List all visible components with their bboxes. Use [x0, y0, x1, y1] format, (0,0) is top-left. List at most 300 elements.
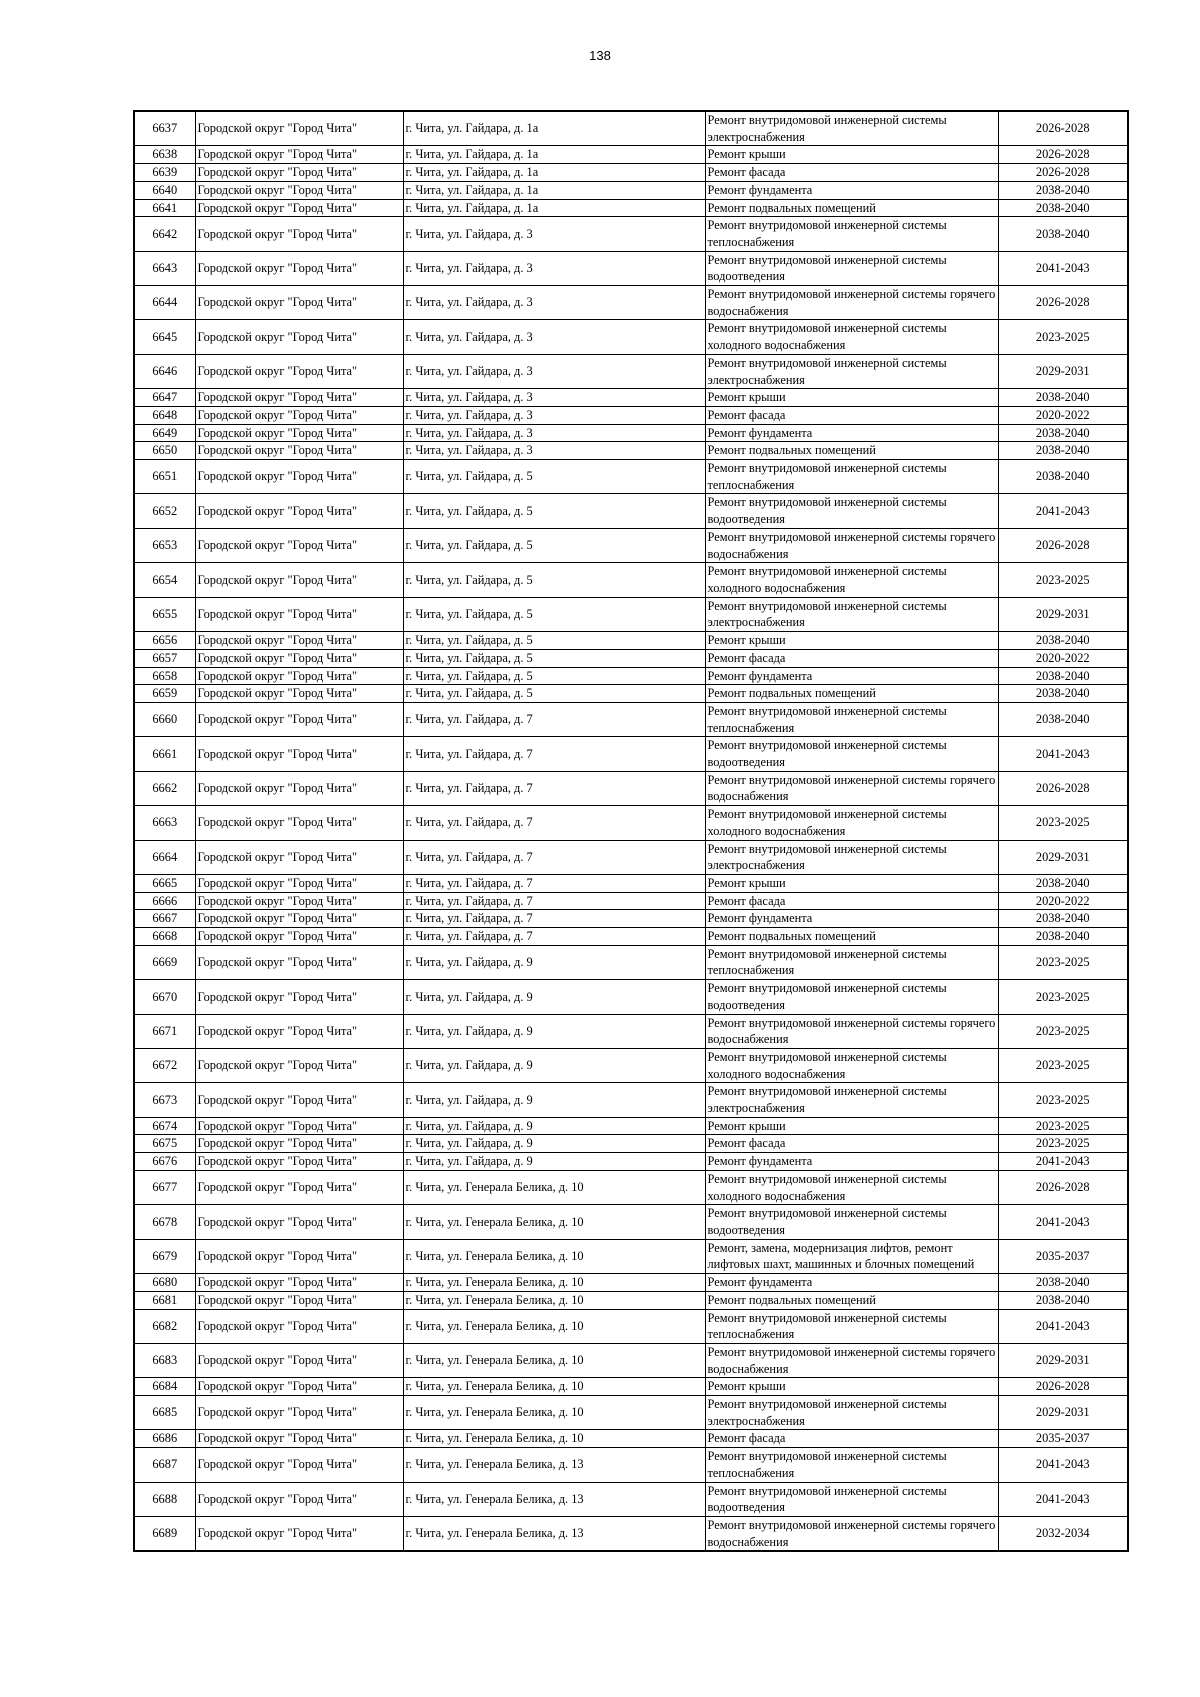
municipality-cell: Городской округ "Город Чита" [195, 1135, 403, 1153]
row-number-cell: 6637 [134, 111, 195, 146]
period-cell: 2041-2043 [998, 494, 1128, 528]
table-row [134, 146, 1128, 164]
period-cell: 2038-2040 [998, 199, 1128, 217]
address-cell: г. Чита, ул. Гайдара, д. 7 [403, 806, 705, 840]
period-cell: 2038-2040 [998, 685, 1128, 703]
address-cell: г. Чита, ул. Гайдара, д. 7 [403, 771, 705, 805]
row-number-cell: 6643 [134, 251, 195, 285]
address-cell: г. Чита, ул. Генерала Белика, д. 10 [403, 1239, 705, 1273]
table-row [134, 892, 1128, 910]
row-number-cell: 6663 [134, 806, 195, 840]
table-row [134, 1516, 1128, 1551]
period-cell: 2023-2025 [998, 563, 1128, 597]
municipality-cell: Городской округ "Город Чита" [195, 685, 403, 703]
period-cell: 2020-2022 [998, 649, 1128, 667]
work-type-cell: Ремонт подвальных помещений [705, 928, 998, 946]
address-cell: г. Чита, ул. Гайдара, д. 7 [403, 702, 705, 736]
table-row [134, 1482, 1128, 1516]
period-cell: 2038-2040 [998, 442, 1128, 460]
work-type-cell: Ремонт внутридомовой инженерной системы теплоснабжения [705, 1309, 998, 1343]
table-row [134, 806, 1128, 840]
work-type-cell: Ремонт фасада [705, 1135, 998, 1153]
address-cell: г. Чита, ул. Генерала Белика, д. 13 [403, 1448, 705, 1482]
work-type-cell: Ремонт внутридомовой инженерной системы водоотведения [705, 251, 998, 285]
row-number-cell: 6674 [134, 1117, 195, 1135]
work-type-cell: Ремонт внутридомовой инженерной системы электроснабжения [705, 1083, 998, 1117]
address-cell: г. Чита, ул. Гайдара, д. 5 [403, 563, 705, 597]
municipality-cell: Городской округ "Город Чита" [195, 1239, 403, 1273]
table-row [134, 667, 1128, 685]
address-cell: г. Чита, ул. Гайдара, д. 1а [403, 164, 705, 182]
municipality-cell: Городской округ "Город Чита" [195, 320, 403, 354]
table-row [134, 442, 1128, 460]
row-number-cell: 6657 [134, 649, 195, 667]
table-row [134, 1135, 1128, 1153]
period-cell: 2029-2031 [998, 840, 1128, 874]
work-type-cell: Ремонт фундамента [705, 667, 998, 685]
address-cell: г. Чита, ул. Гайдара, д. 9 [403, 1048, 705, 1082]
table-row [134, 494, 1128, 528]
work-type-cell: Ремонт фасада [705, 164, 998, 182]
work-type-cell: Ремонт внутридомовой инженерной системы холодного водоснабжения [705, 1170, 998, 1204]
row-number-cell: 6645 [134, 320, 195, 354]
row-number-cell: 6685 [134, 1396, 195, 1430]
row-number-cell: 6679 [134, 1239, 195, 1273]
municipality-cell: Городской округ "Город Чита" [195, 1083, 403, 1117]
work-type-cell: Ремонт внутридомовой инженерной системы водоотведения [705, 1205, 998, 1239]
municipality-cell: Городской округ "Город Чита" [195, 1516, 403, 1551]
municipality-cell: Городской округ "Город Чита" [195, 737, 403, 771]
row-number-cell: 6651 [134, 460, 195, 494]
period-cell: 2023-2025 [998, 806, 1128, 840]
row-number-cell: 6667 [134, 910, 195, 928]
table-row [134, 1048, 1128, 1082]
period-cell: 2029-2031 [998, 354, 1128, 388]
municipality-cell: Городской округ "Город Чита" [195, 649, 403, 667]
period-cell: 2026-2028 [998, 286, 1128, 320]
municipality-cell: Городской округ "Город Чита" [195, 632, 403, 650]
address-cell: г. Чита, ул. Гайдара, д. 9 [403, 1083, 705, 1117]
table-row [134, 1170, 1128, 1204]
address-cell: г. Чита, ул. Гайдара, д. 5 [403, 632, 705, 650]
row-number-cell: 6648 [134, 406, 195, 424]
row-number-cell: 6666 [134, 892, 195, 910]
municipality-cell: Городской округ "Город Чита" [195, 892, 403, 910]
address-cell: г. Чита, ул. Гайдара, д. 5 [403, 597, 705, 631]
municipality-cell: Городской округ "Город Чита" [195, 1117, 403, 1135]
table-row [134, 928, 1128, 946]
table-row [134, 251, 1128, 285]
municipality-cell: Городской округ "Город Чита" [195, 406, 403, 424]
address-cell: г. Чита, ул. Гайдара, д. 7 [403, 874, 705, 892]
address-cell: г. Чита, ул. Гайдара, д. 9 [403, 1135, 705, 1153]
municipality-cell: Городской округ "Город Чита" [195, 910, 403, 928]
work-type-cell: Ремонт подвальных помещений [705, 442, 998, 460]
table-row [134, 649, 1128, 667]
address-cell: г. Чита, ул. Генерала Белика, д. 10 [403, 1343, 705, 1377]
row-number-cell: 6649 [134, 424, 195, 442]
row-number-cell: 6665 [134, 874, 195, 892]
address-cell: г. Чита, ул. Гайдара, д. 9 [403, 1153, 705, 1171]
work-type-cell: Ремонт внутридомовой инженерной системы холодного водоснабжения [705, 1048, 998, 1082]
address-cell: г. Чита, ул. Гайдара, д. 3 [403, 217, 705, 251]
address-cell: г. Чита, ул. Гайдара, д. 9 [403, 1117, 705, 1135]
municipality-cell: Городской округ "Город Чита" [195, 146, 403, 164]
row-number-cell: 6687 [134, 1448, 195, 1482]
address-cell: г. Чита, ул. Гайдара, д. 1а [403, 111, 705, 146]
period-cell: 2026-2028 [998, 771, 1128, 805]
row-number-cell: 6671 [134, 1014, 195, 1048]
address-cell: г. Чита, ул. Генерала Белика, д. 10 [403, 1205, 705, 1239]
address-cell: г. Чита, ул. Генерала Белика, д. 10 [403, 1291, 705, 1309]
address-cell: г. Чита, ул. Генерала Белика, д. 13 [403, 1516, 705, 1551]
row-number-cell: 6677 [134, 1170, 195, 1204]
address-cell: г. Чита, ул. Генерала Белика, д. 10 [403, 1170, 705, 1204]
period-cell: 2023-2025 [998, 1135, 1128, 1153]
period-cell: 2029-2031 [998, 597, 1128, 631]
work-type-cell: Ремонт фундамента [705, 1274, 998, 1292]
row-number-cell: 6653 [134, 528, 195, 562]
address-cell: г. Чита, ул. Гайдара, д. 5 [403, 528, 705, 562]
work-type-cell: Ремонт внутридомовой инженерной системы электроснабжения [705, 597, 998, 631]
period-cell: 2041-2043 [998, 737, 1128, 771]
municipality-cell: Городской округ "Город Чита" [195, 217, 403, 251]
table-row [134, 217, 1128, 251]
period-cell: 2023-2025 [998, 1117, 1128, 1135]
work-type-cell: Ремонт подвальных помещений [705, 685, 998, 703]
work-type-cell: Ремонт внутридомовой инженерной системы горячего водоснабжения [705, 286, 998, 320]
period-cell: 2038-2040 [998, 389, 1128, 407]
period-cell: 2038-2040 [998, 424, 1128, 442]
row-number-cell: 6656 [134, 632, 195, 650]
work-type-cell: Ремонт крыши [705, 632, 998, 650]
work-type-cell: Ремонт внутридомовой инженерной системы теплоснабжения [705, 460, 998, 494]
period-cell: 2041-2043 [998, 1205, 1128, 1239]
work-type-cell: Ремонт внутридомовой инженерной системы электроснабжения [705, 354, 998, 388]
address-cell: г. Чита, ул. Гайдара, д. 5 [403, 494, 705, 528]
row-number-cell: 6654 [134, 563, 195, 597]
row-number-cell: 6680 [134, 1274, 195, 1292]
address-cell: г. Чита, ул. Гайдара, д. 5 [403, 649, 705, 667]
address-cell: г. Чита, ул. Гайдара, д. 5 [403, 460, 705, 494]
work-type-cell: Ремонт внутридомовой инженерной системы теплоснабжения [705, 217, 998, 251]
row-number-cell: 6646 [134, 354, 195, 388]
work-type-cell: Ремонт внутридомовой инженерной системы теплоснабжения [705, 702, 998, 736]
work-type-cell: Ремонт фундамента [705, 424, 998, 442]
row-number-cell: 6640 [134, 181, 195, 199]
work-type-cell: Ремонт фасада [705, 892, 998, 910]
table-row [134, 460, 1128, 494]
row-number-cell: 6676 [134, 1153, 195, 1171]
table-row [134, 1343, 1128, 1377]
work-type-cell: Ремонт фасада [705, 406, 998, 424]
table-row [134, 1117, 1128, 1135]
row-number-cell: 6683 [134, 1343, 195, 1377]
table-row [134, 406, 1128, 424]
address-cell: г. Чита, ул. Гайдара, д. 5 [403, 685, 705, 703]
municipality-cell: Городской округ "Город Чита" [195, 1153, 403, 1171]
work-type-cell: Ремонт подвальных помещений [705, 1291, 998, 1309]
period-cell: 2023-2025 [998, 1083, 1128, 1117]
municipality-cell: Городской округ "Город Чита" [195, 667, 403, 685]
municipality-cell: Городской округ "Город Чита" [195, 1396, 403, 1430]
work-type-cell: Ремонт крыши [705, 1378, 998, 1396]
period-cell: 2023-2025 [998, 945, 1128, 979]
table-row [134, 1309, 1128, 1343]
row-number-cell: 6675 [134, 1135, 195, 1153]
period-cell: 2038-2040 [998, 460, 1128, 494]
period-cell: 2026-2028 [998, 146, 1128, 164]
work-type-cell: Ремонт подвальных помещений [705, 199, 998, 217]
row-number-cell: 6655 [134, 597, 195, 631]
period-cell: 2041-2043 [998, 1309, 1128, 1343]
address-cell: г. Чита, ул. Генерала Белика, д. 10 [403, 1309, 705, 1343]
municipality-cell: Городской округ "Город Чита" [195, 840, 403, 874]
municipality-cell: Городской округ "Город Чита" [195, 702, 403, 736]
work-type-cell: Ремонт внутридомовой инженерной системы холодного водоснабжения [705, 563, 998, 597]
table-row [134, 1430, 1128, 1448]
address-cell: г. Чита, ул. Гайдара, д. 1а [403, 199, 705, 217]
work-type-cell: Ремонт внутридомовой инженерной системы горячего водоснабжения [705, 1516, 998, 1551]
work-type-cell: Ремонт крыши [705, 389, 998, 407]
period-cell: 2041-2043 [998, 1153, 1128, 1171]
municipality-cell: Городской округ "Город Чита" [195, 1448, 403, 1482]
address-cell: г. Чита, ул. Гайдара, д. 3 [403, 286, 705, 320]
row-number-cell: 6689 [134, 1516, 195, 1551]
period-cell: 2035-2037 [998, 1430, 1128, 1448]
period-cell: 2038-2040 [998, 702, 1128, 736]
municipality-cell: Городской округ "Город Чита" [195, 1170, 403, 1204]
table-row [134, 1448, 1128, 1482]
period-cell: 2029-2031 [998, 1343, 1128, 1377]
row-number-cell: 6672 [134, 1048, 195, 1082]
table-row [134, 1239, 1128, 1273]
table-row [134, 1274, 1128, 1292]
municipality-cell: Городской округ "Город Чита" [195, 1014, 403, 1048]
municipality-cell: Городской округ "Город Чита" [195, 1291, 403, 1309]
municipality-cell: Городской округ "Город Чита" [195, 563, 403, 597]
address-cell: г. Чита, ул. Гайдара, д. 1а [403, 146, 705, 164]
municipality-cell: Городской округ "Город Чита" [195, 1309, 403, 1343]
address-cell: г. Чита, ул. Гайдара, д. 3 [403, 442, 705, 460]
municipality-cell: Городской округ "Город Чита" [195, 251, 403, 285]
period-cell: 2038-2040 [998, 667, 1128, 685]
row-number-cell: 6688 [134, 1482, 195, 1516]
table-row [134, 1378, 1128, 1396]
period-cell: 2038-2040 [998, 1274, 1128, 1292]
work-type-cell: Ремонт внутридомовой инженерной системы теплоснабжения [705, 1448, 998, 1482]
period-cell: 2023-2025 [998, 1014, 1128, 1048]
row-number-cell: 6662 [134, 771, 195, 805]
work-type-cell: Ремонт внутридомовой инженерной системы водоотведения [705, 1482, 998, 1516]
table-row [134, 597, 1128, 631]
period-cell: 2038-2040 [998, 1291, 1128, 1309]
period-cell: 2029-2031 [998, 1396, 1128, 1430]
table-row [134, 632, 1128, 650]
row-number-cell: 6644 [134, 286, 195, 320]
municipality-cell: Городской округ "Город Чита" [195, 528, 403, 562]
table-row [134, 528, 1128, 562]
table-row [134, 389, 1128, 407]
address-cell: г. Чита, ул. Генерала Белика, д. 10 [403, 1396, 705, 1430]
work-type-cell: Ремонт внутридомовой инженерной системы горячего водоснабжения [705, 1343, 998, 1377]
table-row [134, 111, 1128, 146]
period-cell: 2038-2040 [998, 910, 1128, 928]
municipality-cell: Городской округ "Город Чита" [195, 1343, 403, 1377]
address-cell: г. Чита, ул. Генерала Белика, д. 10 [403, 1378, 705, 1396]
row-number-cell: 6658 [134, 667, 195, 685]
address-cell: г. Чита, ул. Гайдара, д. 3 [403, 389, 705, 407]
municipality-cell: Городской округ "Город Чита" [195, 181, 403, 199]
period-cell: 2026-2028 [998, 164, 1128, 182]
table-row [134, 685, 1128, 703]
work-type-cell: Ремонт, замена, модернизация лифтов, ремонт лифтовых шахт, машинных и блочных помещений [705, 1239, 998, 1273]
period-cell: 2026-2028 [998, 528, 1128, 562]
table-row [134, 1396, 1128, 1430]
municipality-cell: Городской округ "Город Чита" [195, 1274, 403, 1292]
work-type-cell: Ремонт крыши [705, 146, 998, 164]
work-type-cell: Ремонт внутридомовой инженерной системы электроснабжения [705, 111, 998, 146]
table-row [134, 737, 1128, 771]
work-type-cell: Ремонт крыши [705, 874, 998, 892]
municipality-cell: Городской округ "Город Чита" [195, 286, 403, 320]
work-type-cell: Ремонт внутридомовой инженерной системы водоотведения [705, 494, 998, 528]
work-type-cell: Ремонт крыши [705, 1117, 998, 1135]
address-cell: г. Чита, ул. Гайдара, д. 9 [403, 945, 705, 979]
work-type-cell: Ремонт внутридомовой инженерной системы горячего водоснабжения [705, 528, 998, 562]
period-cell: 2023-2025 [998, 980, 1128, 1014]
table-row [134, 286, 1128, 320]
period-cell: 2023-2025 [998, 320, 1128, 354]
work-type-cell: Ремонт внутридомовой инженерной системы теплоснабжения [705, 945, 998, 979]
row-number-cell: 6661 [134, 737, 195, 771]
address-cell: г. Чита, ул. Гайдара, д. 3 [403, 424, 705, 442]
row-number-cell: 6673 [134, 1083, 195, 1117]
row-number-cell: 6660 [134, 702, 195, 736]
row-number-cell: 6659 [134, 685, 195, 703]
table-body [134, 111, 1128, 1551]
municipality-cell: Городской округ "Город Чита" [195, 1205, 403, 1239]
table-row [134, 874, 1128, 892]
municipality-cell: Городской округ "Город Чита" [195, 460, 403, 494]
row-number-cell: 6641 [134, 199, 195, 217]
period-cell: 2020-2022 [998, 406, 1128, 424]
municipality-cell: Городской округ "Город Чита" [195, 1430, 403, 1448]
work-type-cell: Ремонт внутридомовой инженерной системы горячего водоснабжения [705, 1014, 998, 1048]
table-row [134, 164, 1128, 182]
work-type-cell: Ремонт фасада [705, 649, 998, 667]
municipality-cell: Городской округ "Город Чита" [195, 806, 403, 840]
municipality-cell: Городской округ "Город Чита" [195, 874, 403, 892]
row-number-cell: 6686 [134, 1430, 195, 1448]
table-row [134, 424, 1128, 442]
address-cell: г. Чита, ул. Гайдара, д. 7 [403, 910, 705, 928]
row-number-cell: 6650 [134, 442, 195, 460]
address-cell: г. Чита, ул. Гайдара, д. 3 [403, 251, 705, 285]
row-number-cell: 6682 [134, 1309, 195, 1343]
row-number-cell: 6642 [134, 217, 195, 251]
table-row [134, 1083, 1128, 1117]
period-cell: 2032-2034 [998, 1516, 1128, 1551]
address-cell: г. Чита, ул. Гайдара, д. 9 [403, 1014, 705, 1048]
address-cell: г. Чита, ул. Гайдара, д. 7 [403, 928, 705, 946]
address-cell: г. Чита, ул. Гайдара, д. 7 [403, 737, 705, 771]
row-number-cell: 6639 [134, 164, 195, 182]
address-cell: г. Чита, ул. Генерала Белика, д. 10 [403, 1430, 705, 1448]
period-cell: 2038-2040 [998, 217, 1128, 251]
municipality-cell: Городской округ "Город Чита" [195, 1378, 403, 1396]
table-row [134, 354, 1128, 388]
municipality-cell: Городской округ "Город Чита" [195, 1482, 403, 1516]
row-number-cell: 6684 [134, 1378, 195, 1396]
period-cell: 2038-2040 [998, 874, 1128, 892]
municipality-cell: Городской округ "Город Чита" [195, 597, 403, 631]
row-number-cell: 6678 [134, 1205, 195, 1239]
period-cell: 2038-2040 [998, 928, 1128, 946]
row-number-cell: 6664 [134, 840, 195, 874]
municipality-cell: Городской округ "Город Чита" [195, 389, 403, 407]
table-row [134, 1014, 1128, 1048]
municipality-cell: Городской округ "Город Чита" [195, 928, 403, 946]
table-row [134, 181, 1128, 199]
period-cell: 2041-2043 [998, 1448, 1128, 1482]
period-cell: 2020-2022 [998, 892, 1128, 910]
period-cell: 2026-2028 [998, 1378, 1128, 1396]
work-type-cell: Ремонт фасада [705, 1430, 998, 1448]
work-type-cell: Ремонт внутридомовой инженерной системы горячего водоснабжения [705, 771, 998, 805]
work-type-cell: Ремонт внутридомовой инженерной системы электроснабжения [705, 840, 998, 874]
table-row [134, 840, 1128, 874]
period-cell: 2026-2028 [998, 111, 1128, 146]
table-row [134, 910, 1128, 928]
period-cell: 2023-2025 [998, 1048, 1128, 1082]
row-number-cell: 6681 [134, 1291, 195, 1309]
page-number: 138 [589, 48, 611, 63]
row-number-cell: 6668 [134, 928, 195, 946]
work-type-cell: Ремонт внутридомовой инженерной системы холодного водоснабжения [705, 806, 998, 840]
work-type-cell: Ремонт фундамента [705, 1153, 998, 1171]
address-cell: г. Чита, ул. Гайдара, д. 7 [403, 840, 705, 874]
table-row [134, 1291, 1128, 1309]
municipality-cell: Городской округ "Город Чита" [195, 354, 403, 388]
row-number-cell: 6638 [134, 146, 195, 164]
address-cell: г. Чита, ул. Гайдара, д. 3 [403, 354, 705, 388]
municipality-cell: Городской округ "Город Чита" [195, 494, 403, 528]
municipality-cell: Городской округ "Город Чита" [195, 111, 403, 146]
table-row [134, 945, 1128, 979]
address-cell: г. Чита, ул. Гайдара, д. 3 [403, 320, 705, 354]
work-type-cell: Ремонт внутридомовой инженерной системы электроснабжения [705, 1396, 998, 1430]
municipality-cell: Городской округ "Город Чита" [195, 199, 403, 217]
row-number-cell: 6669 [134, 945, 195, 979]
municipality-cell: Городской округ "Город Чита" [195, 980, 403, 1014]
municipality-cell: Городской округ "Город Чита" [195, 945, 403, 979]
address-cell: г. Чита, ул. Гайдара, д. 7 [403, 892, 705, 910]
row-number-cell: 6652 [134, 494, 195, 528]
period-cell: 2038-2040 [998, 181, 1128, 199]
repair-schedule-table [133, 110, 1129, 1552]
table-row [134, 320, 1128, 354]
address-cell: г. Чита, ул. Гайдара, д. 9 [403, 980, 705, 1014]
address-cell: г. Чита, ул. Гайдара, д. 5 [403, 667, 705, 685]
row-number-cell: 6670 [134, 980, 195, 1014]
table-row [134, 1153, 1128, 1171]
table-row [134, 563, 1128, 597]
municipality-cell: Городской округ "Город Чита" [195, 424, 403, 442]
period-cell: 2038-2040 [998, 632, 1128, 650]
period-cell: 2035-2037 [998, 1239, 1128, 1273]
municipality-cell: Городской округ "Город Чита" [195, 771, 403, 805]
